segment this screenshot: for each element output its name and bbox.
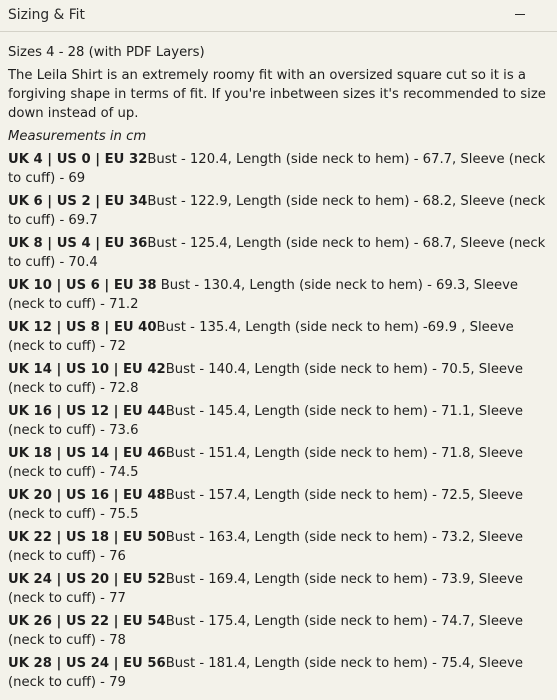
size-row-uk24 — [8, 570, 547, 608]
size-label: UK 16 | US 12 | EU 44 — [8, 404, 166, 419]
size-label: UK 14 | US 10 | EU 42 — [8, 362, 166, 377]
size-list — [8, 150, 547, 692]
size-details: Bust - 120.4, Length (side neck to hem) - 67.7, Sleeve (neck to cuff) - 69 — [8, 152, 546, 186]
size-row-uk20 — [8, 486, 547, 524]
size-label: UK 12 | US 8 | EU 40 — [8, 320, 157, 335]
size-details: Bust - 122.9, Length (side neck to hem) - 68.2, Sleeve (neck to cuff) - 69.7 — [8, 194, 546, 228]
size-details: Bust - 151.4, Length (side neck to hem) - 71.8, Sleeve (neck to cuff) - 74.5 — [8, 446, 523, 480]
size-row-uk10 — [8, 276, 547, 314]
size-details: Bust - 157.4, Length (side neck to hem) - 72.5, Sleeve (neck to cuff) - 75.5 — [8, 488, 523, 522]
size-details: Bust - 145.4, Length (side neck to hem) - 71.1, Sleeve (neck to cuff) - 73.6 — [8, 404, 523, 438]
accordion-header[interactable] — [0, 0, 557, 32]
size-label: UK 8 | US 4 | EU 36 — [8, 236, 148, 251]
size-details: Bust - 130.4, Length (side neck to hem) - 69.3, Sleeve (neck to cuff) - 71.2 — [8, 278, 518, 312]
size-row-uk6 — [8, 192, 547, 230]
size-details: Bust - 125.4, Length (side neck to hem) - 68.7, Sleeve (neck to cuff) - 70.4 — [8, 236, 546, 270]
size-label: UK 10 | US 6 | EU 38 — [8, 278, 157, 293]
sizes-range: Sizes 4 - 28 (with PDF Layers) — [8, 45, 205, 60]
size-details: Bust - 169.4, Length (side neck to hem) - 73.9, Sleeve (neck to cuff) - 77 — [8, 572, 523, 606]
size-row-uk4 — [8, 150, 547, 188]
size-label: UK 26 | US 22 | EU 54 — [8, 614, 166, 629]
measurements-note: Measurements in cm — [8, 129, 147, 144]
size-row-uk14 — [8, 360, 547, 398]
accordion-title: Sizing & Fit — [8, 7, 85, 23]
size-label: UK 22 | US 18 | EU 50 — [8, 530, 166, 545]
size-row-uk16 — [8, 402, 547, 440]
size-details: Bust - 163.4, Length (side neck to hem) - 73.2, Sleeve (neck to cuff) - 76 — [8, 530, 523, 564]
accordion-content — [0, 32, 557, 692]
size-details: Bust - 181.4, Length (side neck to hem) - 75.4, Sleeve (neck to cuff) - 79 — [8, 656, 523, 690]
fit-description: The Leila Shirt is an extremely roomy fit with an oversized square cut so it is a forgiving shape in terms of fit. If you're inbetween sizes it's recommended to size down instead of up. — [8, 68, 546, 121]
size-label: UK 6 | US 2 | EU 34 — [8, 194, 148, 209]
size-row-uk18 — [8, 444, 547, 482]
size-row-uk28 — [8, 654, 547, 692]
minus-icon[interactable] — [511, 5, 529, 25]
size-details: Bust - 175.4, Length (side neck to hem) - 74.7, Sleeve (neck to cuff) - 78 — [8, 614, 523, 648]
size-row-uk22 — [8, 528, 547, 566]
size-label: UK 4 | US 0 | EU 32 — [8, 152, 148, 167]
size-label: UK 28 | US 24 | EU 56 — [8, 656, 166, 671]
size-row-uk8 — [8, 234, 547, 272]
size-row-uk26 — [8, 612, 547, 650]
size-details: Bust - 135.4, Length (side neck to hem) -69.9 , Sleeve (neck to cuff) - 72 — [8, 320, 514, 354]
size-details: Bust - 140.4, Length (side neck to hem) - 70.5, Sleeve (neck to cuff) - 72.8 — [8, 362, 523, 396]
size-row-uk12 — [8, 318, 547, 356]
size-label: UK 20 | US 16 | EU 48 — [8, 488, 166, 503]
size-label: UK 24 | US 20 | EU 52 — [8, 572, 166, 587]
size-label: UK 18 | US 14 | EU 46 — [8, 446, 166, 461]
